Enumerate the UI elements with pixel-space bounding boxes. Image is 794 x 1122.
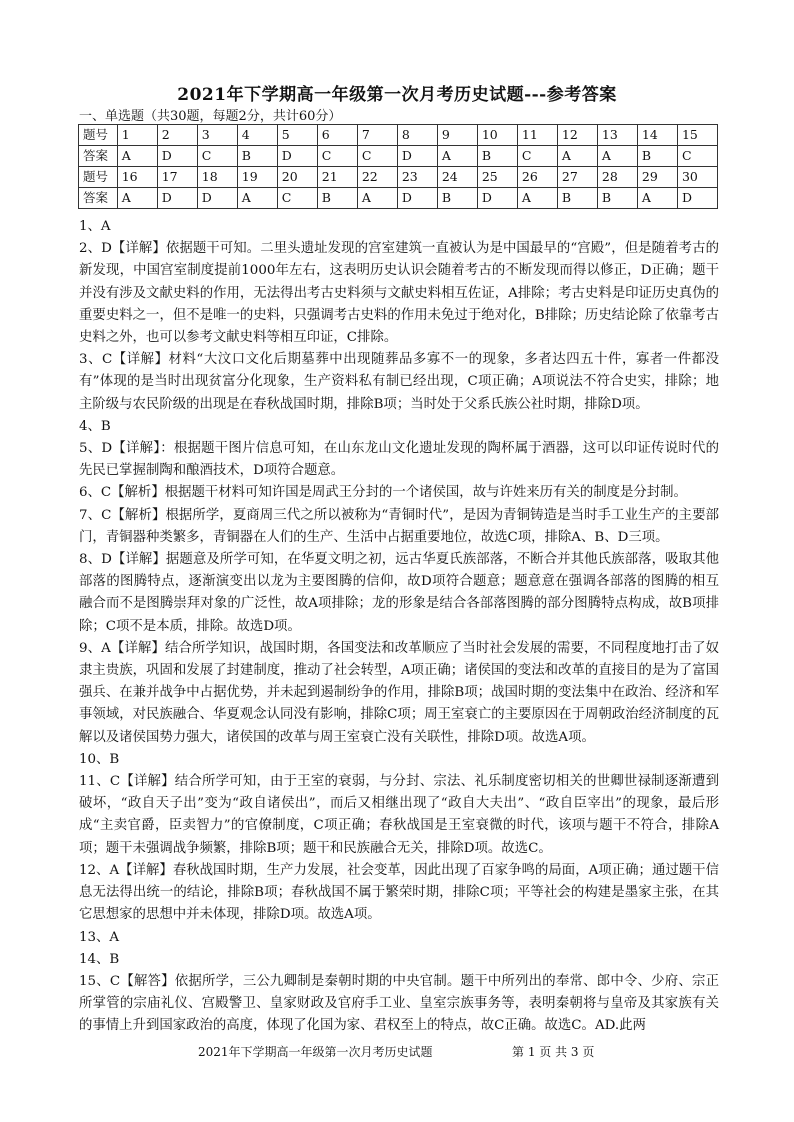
answer-cell: 19 [237,167,277,188]
explanation-item: 3、C【详解】材料“大汶口文化后期墓葬中出现随葬品多寡不一的现象，多者达四五十件，寡者一件都没有”体现的是当时出现贫富分化现象，生产资料私有制已经出现，C项正确；A项说法不符合史实，排除；地主阶级与农民阶级的出现是在春秋战国时期，排除B项；当时处于父系氏族公社时期，排除D项。 [79,352,719,412]
answer-cell: D [397,146,437,167]
answer-cell: 4 [237,125,277,146]
explanation-item: 5、D【详解】：根据题干图片信息可知，在山东龙山文化遗址发现的陶杯属于酒器，这可以印证传说时代的先民已掌握制陶和酿酒技术，D项符合题意。 [79,441,719,479]
answer-cell: B [637,146,677,167]
explanation-item: 4、B [79,418,111,434]
answer-cell: A [117,188,157,209]
answer-table-row [79,125,718,146]
answer-cell: 7 [357,125,397,146]
explanation-item: 9、A【详解】结合所学知识，战国时期，各国变法和改革顺应了当时社会发展的需要，不同程度地打击了奴隶主贵族，巩固和发展了封建制度，推动了社会转型，A项正确；诸侯国的变法和改革的直接目的是为了富国强兵、在兼并战争中占据优势，并未起到遏制纷争的作用，排除B项；战国时期的变法集中在政治、经济和军事领域，对民族融合、华夏观念认同没有影响，排除C项；周王室衰亡的主要原因在于周朝政治经济制度的瓦解以及诸侯国势力强大，诸侯国的改革与周王室衰亡没有关联性，排除D项。故选A项。 [79,640,719,745]
row-header-cell: 答案 [79,188,118,209]
answer-cell: 16 [117,167,157,188]
explanation-item: 11、C【详解】结合所学可知，由于王室的衰弱，与分封、宗法、礼乐制度密切相关的世卿世禄制逐渐遭到破坏，“政自天子出”变为“政自诸侯出”，而后又相继出现了“政自大夫出”、“政自臣宰出”的现象，最后形成“主卖官爵，臣卖智力”的官僚制度，C项正确；春秋战国是王室衰微的时代，该项与题干不符合，排除A项；题干未强调战争频繁，排除B项；题干和民族融合无关，排除D项。故选C。 [79,774,719,856]
answer-cell: 15 [677,125,717,146]
answer-cell: A [597,146,637,167]
answer-cell: D [157,146,197,167]
explanation-item: 6、C【解析】根据题干材料可知许国是周武王分封的一个诸侯国，故与许姓来历有关的制度是分封制。 [79,485,687,501]
answer-cell: A [557,146,597,167]
answer-cell: 17 [157,167,197,188]
answer-cell: A [637,188,677,209]
answer-cell: 9 [437,125,477,146]
answer-cell: A [357,188,397,209]
answer-cell: D [197,188,237,209]
explanation-item: 7、C【解析】根据所学，夏商周三代之所以被称为“青铜时代”，是因为青铜铸造是当时手工业生产的主要部门，青铜器种类繁多，青铜器在人们的生产、生活中占据重要地位，故选C项，排除A、B、D三项。 [79,507,719,545]
answer-cell: C [277,188,317,209]
answer-cell: 10 [477,125,517,146]
answer-cell: C [517,146,557,167]
answer-cell: D [157,188,197,209]
answer-cell: B [237,146,277,167]
answer-cell: D [277,146,317,167]
answer-cell: C [317,146,357,167]
answer-cell: B [477,146,517,167]
explanation-item: 15、C【解答】依据所学，三公九卿制是秦朝时期的中央官制。题干中所列出的奉常、郎中令、少府、宗正所掌管的宗庙礼仪、宫殿警卫、皇家财政及官府手工业、皇室宗族事务等，表明秦朝将与皇帝及其家族有关的事情上升到国家政治的高度，体现了化国为家、君权至上的特点，故C正确。故选C。AD.此两 [79,973,719,1034]
answer-cell: 28 [597,167,637,188]
answer-cell: B [597,188,637,209]
answer-cell: B [437,188,477,209]
answer-cell: 5 [277,125,317,146]
answer-cell: D [477,188,517,209]
answer-cell: 3 [197,125,237,146]
footer-page-number: 第 1 页 共 3 页 [512,1045,595,1059]
answer-cell: D [397,188,437,209]
section-heading: 一、单选题（共30题，每题2分，共计60分） [79,109,342,124]
answer-cell: D [677,188,717,209]
explanation-item: 14、B [79,951,120,967]
answer-cell: A [437,146,477,167]
answer-cell: A [117,146,157,167]
answer-cell: B [557,188,597,209]
answer-cell: 8 [397,125,437,146]
answer-cell: 18 [197,167,237,188]
answer-cell: 26 [517,167,557,188]
answer-cell: 29 [637,167,677,188]
answer-cell: 14 [637,125,677,146]
answer-cell: 1 [117,125,157,146]
explanation-item: 8、D【详解】据题意及所学可知，在华夏文明之初，远古华夏氏族部落，不断合并其他氏族部落，吸取其他部落的图腾特点，逐渐演变出以龙为主要图腾的信仰，故D项符合题意；题意意在强调各部落的图腾的相互融合而不是图腾崇拜对象的广泛性，故A项排除；龙的形象是结合各部落图腾的部分图腾特点构成，故B项排除；C项不是本质，排除。故选D项。 [79,552,719,634]
row-header-cell: 答案 [79,146,118,167]
answer-table-row [79,167,718,188]
answer-cell: 24 [437,167,477,188]
explanation-item: 1、A [79,219,111,234]
explanations [79,216,719,1038]
answer-cell: C [357,146,397,167]
answer-cell: 12 [557,125,597,146]
answer-cell: A [517,188,557,209]
answer-table [78,124,718,209]
answer-table-row [79,146,718,167]
explanation-item: 2、D【详解】依据题干可知。二里头遗址发现的宫室建筑一直被认为是中国最早的“宫殿”，但是随着考古的新发现，中国宫室制度提前1000年左右，这表明历史认识会随着考古的不断发现而得以修正，D正确；题干并没有涉及文献史料的作用，无法得出考古史料须与文献史料相互佐证，A排除；考古史料是印证历史真伪的重要史料之一，但不是唯一的史料，只强调考古史料的作用未免过于绝对化，B排除；历史结论除了依靠考古史料之外，也可以参考文献史料等相互印证，C排除。 [79,241,719,346]
explanation-item: 13、A [79,929,120,945]
answer-cell: 25 [477,167,517,188]
answer-cell: 2 [157,125,197,146]
answer-cell: 21 [317,167,357,188]
answer-cell: 22 [357,167,397,188]
explanation-item: 12、A【详解】春秋战国时期，生产力发展，社会变革，因此出现了百家争鸣的局面，A项正确；通过题干信息无法得出统一的结论，排除B项；春秋战国不属于繁荣时期，排除C项；平等社会的构建是墨家主张，在其它思想家的思想中并未体现，排除D项。故选A项。 [79,862,719,923]
answer-cell: 23 [397,167,437,188]
explanation-item: 10、B [79,751,120,767]
answer-cell: C [197,146,237,167]
answer-cell: 27 [557,167,597,188]
answer-cell: 6 [317,125,357,146]
row-header-cell: 题号 [79,167,118,188]
answer-cell: C [677,146,717,167]
answer-cell: B [317,188,357,209]
page-title: 2021年下学期高一年级第一次月考历史试题---参考答案 [177,85,617,105]
answer-table-row [79,188,718,209]
answer-cell: 30 [677,167,717,188]
answer-cell: 13 [597,125,637,146]
row-header-cell: 题号 [79,125,118,146]
answer-cell: 20 [277,167,317,188]
answer-cell: A [237,188,277,209]
footer-exam-title: 2021年下学期高一年级第一次月考历史试题 [198,1045,433,1059]
answer-cell: 11 [517,125,557,146]
